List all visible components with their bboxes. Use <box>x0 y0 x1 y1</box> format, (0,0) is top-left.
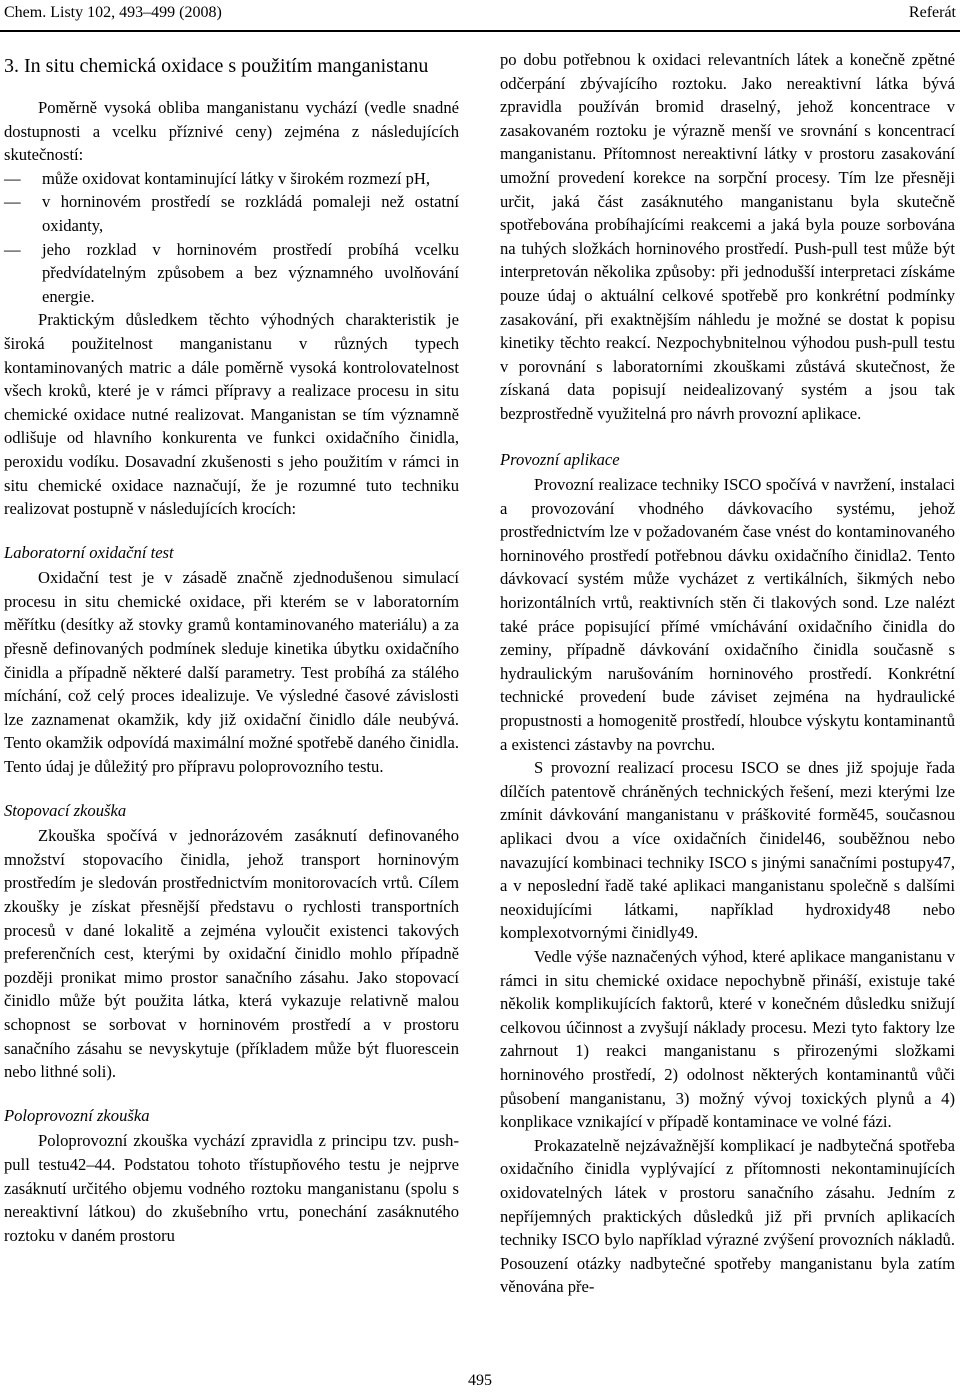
left-column <box>4 48 459 1247</box>
section-label: Referát <box>908 4 956 21</box>
dash-bullet: — <box>4 239 21 259</box>
subheading-lab-test: Laboratorní oxidační test <box>4 542 174 562</box>
field-application-paragraph-2: S provozní realizací procesu ISCO se dnes již spojuje řada dílčích patentově chráněných technických řešení, mezi kterými lze zmínit dávkování manganistanu v práškovité formě45, současnou aplikaci dvou a více oxidačních činidel46, souběžnou nebo navazující kombinaci techniky ISCO s jinými sanačními postupy47, a v neposlední řadě také aplikaci manganistanu společně s dalšími neoxidujícími látkami, například hydroxidy48 nebo komplexotvornými činidly49. <box>500 758 955 943</box>
field-application-paragraph-1: Provozní realizace techniky ISCO spočívá v navržení, instalaci a provozování vhodného dávkovacího systému, jehož prostřednictvím lze v požadovaném čase vnést do kontaminovaného horninového prostředí potřebnou dávku oxidačního činidla2. Tento dávkovací systém může vycházet z vertikálních, šikmých nebo horizontálních vrtů, reaktivních stěn či tlakových sond. Lze nalézt také práce popisující přímé vmíchávání oxidačního činidla do zeminy, případně dávkování oxidačního činidla současně s hydraulickým narušováním horninového prostředí. Konkrétní technické provedení bude záviset zejména na hydraulické propustnosti a homogenitě prostředí, hloubce výskytu kontaminantů a existenci zástavby na povrchu. <box>500 475 955 754</box>
dash-bullet: — <box>4 192 21 212</box>
page-header <box>0 0 960 32</box>
right-column <box>500 48 955 1299</box>
practical-paragraph: Praktickým důsledkem těchto výhodných charakteristik je široká použitelnost manganistanu v různých typech kontaminovaných matric a dále poměrně vysoká kontrolovatelnost všech kroků, které je v rámci přípravy a realizace procesu in situ chemické oxidace nutné realizovat. Manganistan se tím významně odlišuje od hlavního konkurenta ve funkci oxidačního činidla, peroxidu vodíku. Dosavadní zkušenosti s jeho použitím v rámci in situ chemické oxidace naznačují, že je rozumné tuto techniku realizovat postupně v následujících krocích: <box>4 310 459 519</box>
dash-bullet: — <box>4 168 21 188</box>
page-number: 495 <box>468 1372 492 1389</box>
list-item <box>4 167 459 191</box>
subheading-tracer-test: Stopovací zkouška <box>4 800 127 820</box>
field-application-paragraph-3: Vedle výše naznačených výhod, které aplikace manganistanu v rámci in situ chemické oxidace nepochybně přináší, existuje také několik komplikujících faktorů, které v konečném důsledku snižují celkovou účinnost a zvyšují náklady procesu. Mezi tyto faktory lze zahrnout 1) reakci manganistanu s přirozenými složkami horninového prostředí, 2) odolnost některých kontaminantů vůči působení manganistanu, 3) možný vývoj toxických plynů a 4) konplikace vznikající v případě kontaminace ve volné fázi. <box>500 946 955 1132</box>
tracer-test-paragraph: Zkouška spočívá v jednorázovém zasáknutí definovaného množství stopovacího činidla, jehož transport horninovým prostředím je sledován prostřednictvím monitorovacích vrtů. Cílem zkoušky je získat přesnější představu o rychlosti transportních procesů v dané lokalitě a zejména vyloučit existenci takových preferenčních cest, kterými by oxidační činidlo mohlo případně později pronikat mimo prostor sanačního zásahu. Jako stopovací činidlo může být použita látka, která vykazuje relativně malou schopnost se sorbovat v horninovém prostředí a v prostoru sanačního zásahu se nevyskytuje (příkladem může být fluorescein nebo lithné soli). <box>4 826 459 1082</box>
list-item <box>4 190 459 237</box>
advantages-list <box>4 167 459 309</box>
pilot-test-paragraph: Poloprovozní zkouška vychází zpravidla z principu tzv. push-pull testu42–44. Podstatou tohoto třístupňového testu je nejprve zasáknutí určitého objemu vodného roztoku manganistanu (spolu s nereaktivní látkou) do zkušebního vrtu, ponechání zasáknutého roztoku v daném prostoru <box>4 1131 459 1245</box>
field-application-paragraph-4: Prokazatelně nejzávažnější komplikací je nadbytečná spotřeba oxidačního činidla vyplývající z přítomnosti nekontaminujících oxidovatelných látek v prostoru sanačního zásahu. Jedním z nepříjemných praktických důsledků již při prvních aplikacích techniky ISCO bylo například výrazné zvýšení provozních nákladů. Posouzení otázky nadbytečné spotřeby manganistanu byla zatím věnována pře- <box>500 1135 955 1297</box>
section-title: 3. In situ chemická oxidace s použitím manganistanu <box>4 55 429 77</box>
journal-citation: Chem. Listy 102, 493–499 (2008) <box>4 4 222 21</box>
list-item-text: jeho rozklad v horninovém prostředí probíhá vcelku předvídatelným způsobem a bez významného uvolňování energie. <box>42 239 459 306</box>
list-item <box>4 238 459 309</box>
list-item-text: v horninovém prostředí se rozkládá pomaleji než ostatní oxidanty, <box>42 192 459 235</box>
subheading-field-application: Provozní aplikace <box>500 449 620 469</box>
header-divider <box>0 30 960 32</box>
lab-test-paragraph: Oxidační test je v zásadě značně zjednodušenou simulací procesu in situ chemické oxidace, při kterém se v laboratorním měřítku (desítky až stovky gramů kontaminovaného materiálu) a za přesně definovaných podmínek sleduje kinetika úbytku oxidačního činidla a případně některé další parametry. Test probíhá za stálého míchání, což celý proces idealizuje. Ve výsledné časové závislosti lze zaznamenat okamžik, kdy již oxidační činidlo dále neubývá. Tento okamžik odpovídá maximální možné spotřebě daného činidla. Tento údaj je důležitý pro přípravu poloprovozního testu. <box>4 568 459 777</box>
intro-paragraph: Poměrně vysoká obliba manganistanu vychází (vedle snadné dostupnosti a vcelku příznivé ceny) zejména z následujících skutečností: <box>4 98 459 165</box>
continuation-paragraph: po dobu potřebnou k oxidaci relevantních látek a konečně zpětné odčerpání zbývajícího roztoku. Jako nereaktivní látka bývá zpravidla používán bromid draselný, jehož koncentrace v zasakovaném roztoku je výrazně menší ve srovnání s koncentrací manganistanu. Přítomnost nereaktivní látky v prostoru zasakování umožní provedení korekce na sorpční procesy. Tím lze přesněji určit, jaká část zasáknutého manganistanu byla skutečně spotřebována probíhajícími reakcemi a jaká byla pouze sorbována na tuhých složkách horninového prostředí. Push-pull test může být interpretován několika způsoby: při jednodušší interpretaci získáme pouze údaj o aktuální celkové spotřebě pro konkrétní podmínky zasakování, při exaktnějším náhledu je možné se dostat k popisu kinetiky těchto reakcí. Nezpochybnitelnou výhodou push-pull testu v porovnání s laboratorními zkouškami zůstává skutečnost, že získaná data popisují neidealizovaný systém a jsou tak bezprostředně využitelná pro návrh provozní aplikace. <box>500 50 955 423</box>
subheading-pilot-test: Poloprovozní zkouška <box>4 1105 150 1125</box>
list-item-text: může oxidovat kontaminující látky v širokém rozmezí pH, <box>42 168 431 188</box>
